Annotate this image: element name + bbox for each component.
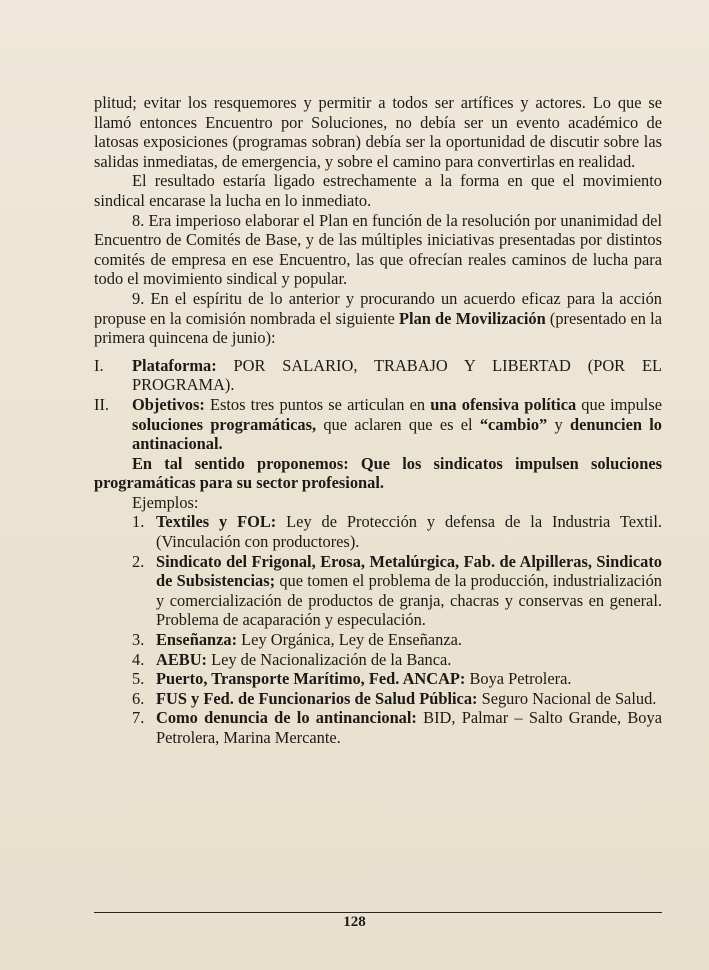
item-emphasis: una ofensiva política [430, 394, 577, 414]
example-number: 4. [132, 649, 145, 669]
item-number: II. [94, 394, 110, 414]
paragraph-result: El resultado estaría ligado estrechamente a la forma en que el movimiento sindical encarase la lucha en lo inmediato. [94, 171, 662, 210]
examples-label: Ejemplos: [132, 492, 199, 512]
body-text [94, 93, 662, 748]
example-label: Enseñanza: [156, 630, 238, 650]
paragraph-8: 8. Era imperioso elaborar el Plan en función de la resolución por unanimidad del Encuentro de Comités de Base, y de las múltiples iniciativas presentadas por distintos comités de empresa en ese Encuentro, las que ofrecían reales caminos de lucha para todo el movimiento sindical y popular. [94, 210, 662, 289]
example-label: FUS y Fed. de Funcionarios de Salud Pública: [156, 688, 478, 708]
example-item [94, 650, 662, 670]
item-emphasis: “cambio” [479, 414, 548, 434]
paragraph-continuation: plitud; evitar los resquemores y permitir a todos ser artífices y actores. Lo que se llamó entonces Encuentro por Soluciones, no debía ser un evento académico de latosas exposiciones (programas sobran) debía ser la oportunidad de discutir sobre las salidas inmediatas, de emergencia, y sobre el camino para convertirlas en realidad. [94, 93, 662, 171]
example-item [94, 512, 662, 551]
example-number: 5. [132, 669, 145, 689]
example-item [94, 708, 662, 747]
item-label: Plataforma: [132, 355, 217, 375]
item-text: que aclaren que es el [316, 414, 480, 434]
footer-rule [94, 912, 662, 913]
example-number: 2. [132, 551, 145, 571]
example-text: Seguro Nacional de Salud. [477, 688, 657, 708]
item-number: I. [94, 355, 104, 375]
example-label: AEBU: [156, 649, 207, 669]
item-text: y [547, 414, 570, 434]
example-label: Como denuncia de lo antinancional: [156, 708, 417, 728]
plan-title: Plan de Movilización [399, 308, 546, 328]
example-number: 7. [132, 708, 145, 728]
example-text: que tomen el problema de la producción, industrialización y comercialización de productos de granja, chacras y conservas en general. Problema de acaparación y especulación. [156, 571, 662, 630]
proposal-paragraph: En tal sentido proponemos: Que los sindicatos impulsen soluciones programáticas para su sector profesional. [94, 453, 662, 493]
example-text: Ley de Nacionalización de la Banca. [207, 649, 452, 669]
item-emphasis: denuncien lo antinacional. [132, 414, 662, 454]
example-text: Ley de Protección y defensa de la Industria Textil. (Vinculación con productores). [156, 512, 662, 552]
paragraph-9 [94, 289, 662, 348]
paragraph-9-tail: (presentado en la primera quincena de junio): [94, 308, 662, 348]
example-item [94, 630, 662, 650]
plan-item-plataforma [94, 356, 662, 395]
example-number: 6. [132, 688, 145, 708]
example-text: BID, Palmar – Salto Grande, Boya Petrolera, Marina Mercante. [156, 708, 662, 747]
page-number: 128 [343, 914, 366, 930]
example-item [94, 669, 662, 689]
example-label: Textiles y FOL: [156, 512, 277, 532]
item-text: que impulse [576, 394, 663, 414]
example-item [94, 552, 662, 630]
example-number: 1. [132, 512, 145, 532]
item-text: POR SALARIO, TRABAJO Y LIBERTAD (POR EL PROGRAMA). [132, 355, 662, 395]
item-label: Objetivos: [132, 394, 205, 414]
example-text: Ley Orgánica, Ley de Enseñanza. [237, 630, 463, 650]
example-number: 3. [132, 630, 145, 650]
example-label: Puerto, Transporte Marítimo, Fed. ANCAP: [156, 669, 466, 689]
example-text: Boya Petrolera. [465, 669, 572, 689]
item-emphasis: soluciones programáticas, [132, 414, 317, 434]
plan-item-objetivos [94, 395, 662, 454]
example-label: Sindicato del Frigonal, Erosa, Metalúrgica, Fab. de Alpilleras, Sindicato de Subsistencias; [156, 551, 662, 591]
example-item [94, 689, 662, 709]
paragraph-9-text: 9. En el espíritu de lo anterior y procurando un acuerdo eficaz para la acción propuse en la comisión nombrada el siguiente [94, 288, 662, 328]
item-text: Estos tres puntos se articulan en [204, 394, 431, 414]
